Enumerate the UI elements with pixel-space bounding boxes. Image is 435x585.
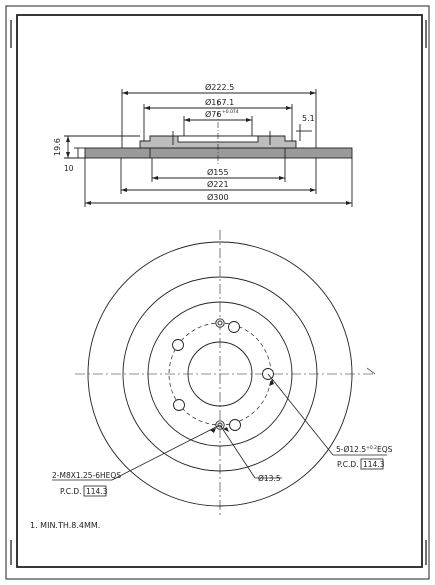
locator-dim-label: Ø13.5 (258, 474, 281, 483)
dim-10: 10 (64, 164, 74, 173)
wheel-hole-4 (174, 400, 185, 411)
threaded-hole-top (216, 319, 224, 327)
hole-pcd-label: P.C.D. (337, 460, 359, 469)
dim-19-6: 19.6 (53, 138, 62, 156)
thread-spec-label: 2-M8X1.25-6HEQS (52, 471, 122, 480)
note-min-thickness: 1. MIN.TH.8.4MM. (30, 521, 101, 530)
dim-155: Ø155 (207, 168, 229, 177)
wheel-hole-5 (230, 420, 241, 431)
thread-pcd-label: P.C.D. (60, 487, 82, 496)
hole-pcd-value: 114.3 (363, 460, 385, 469)
wheel-hole-2 (173, 340, 184, 351)
dim-76-tolerance: +0.074 (222, 110, 239, 115)
dim-222-5: Ø222.5 (205, 83, 235, 92)
dim-167-1: Ø167.1 (205, 98, 235, 107)
wheel-hole-1 (229, 322, 240, 333)
hole-spec-label: $5-Ø12.5^{+0.2}EQS$ (336, 445, 393, 454)
thread-pcd-value: 114.3 (86, 487, 108, 496)
dim-300: Ø300 (207, 193, 229, 202)
dim-76: Ø76 (205, 110, 222, 119)
dim-221: Ø221 (207, 180, 229, 189)
dim-5-1: 5.1 (302, 114, 315, 123)
